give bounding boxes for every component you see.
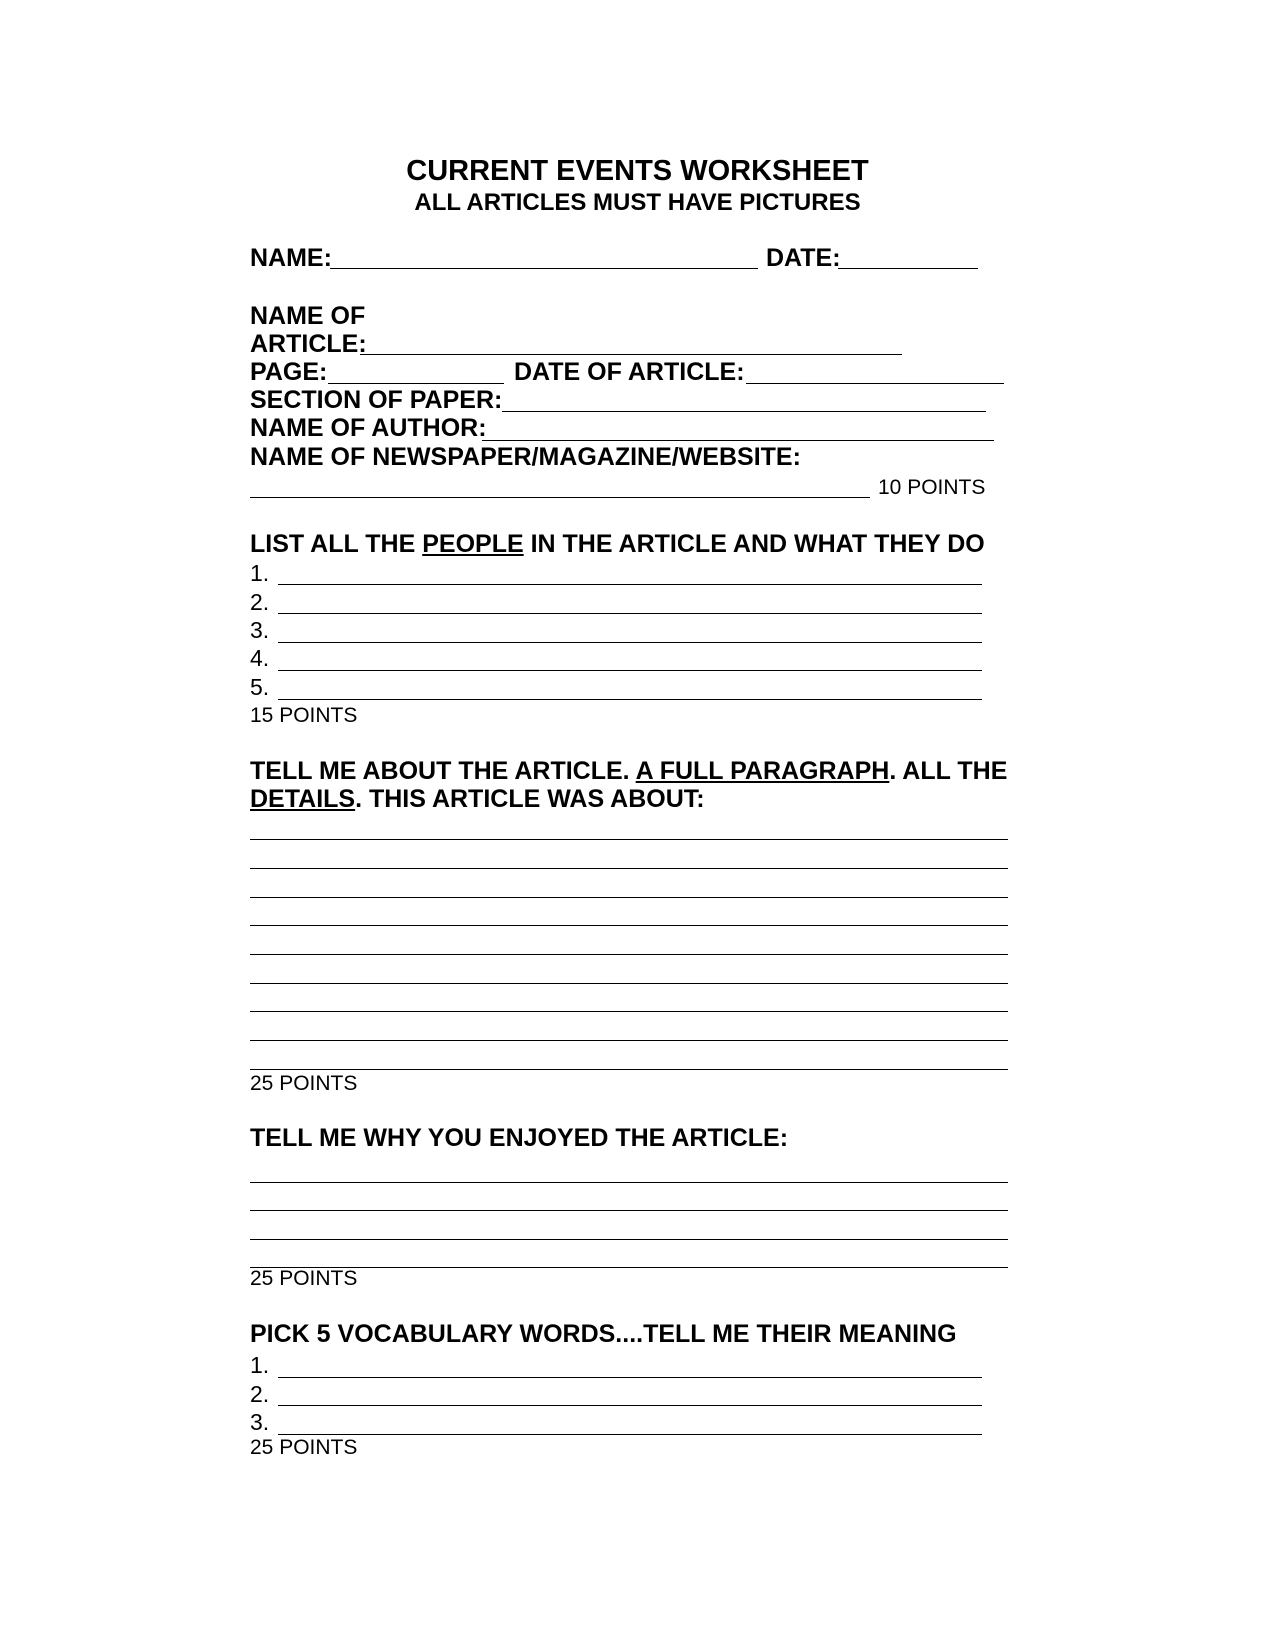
page-label: PAGE:: [250, 358, 328, 386]
summary-prompt-line2: DETAILS. THIS ARTICLE WAS ABOUT:: [250, 785, 705, 813]
people-number-1: 1.: [250, 560, 270, 586]
date-label: DATE:: [766, 244, 841, 272]
name-field[interactable]: [330, 268, 758, 269]
people-number-3: 3.: [250, 617, 270, 643]
people-number-4: 4.: [250, 645, 270, 671]
newspaper-label: NAME OF NEWSPAPER/MAGAZINE/WEBSITE:: [250, 443, 801, 471]
summary-points: 25 POINTS: [250, 1072, 358, 1095]
vocab-number-2: 2.: [250, 1381, 270, 1407]
summary-line-7[interactable]: [250, 1011, 1008, 1012]
enjoy-line-2[interactable]: [250, 1210, 1008, 1211]
worksheet-title: CURRENT EVENTS WORKSHEET: [406, 155, 869, 187]
summary-line-9[interactable]: [250, 1069, 1008, 1070]
info-points: 10 POINTS: [878, 476, 986, 499]
author-field[interactable]: [482, 440, 994, 441]
article-name-field[interactable]: [360, 354, 902, 355]
people-number-2: 2.: [250, 589, 270, 615]
name-label: NAME:: [250, 244, 332, 272]
article-name-label-line1: NAME OF: [250, 302, 366, 330]
author-label: NAME OF AUTHOR:: [250, 414, 487, 442]
summary-line-2[interactable]: [250, 868, 1008, 869]
date-field[interactable]: [838, 268, 978, 269]
people-field-3[interactable]: [278, 642, 982, 643]
vocab-points: 25 POINTS: [250, 1436, 358, 1459]
people-field-5[interactable]: [278, 699, 982, 700]
vocab-field-2[interactable]: [278, 1405, 982, 1406]
summary-line-1[interactable]: [250, 839, 1008, 840]
enjoy-line-3[interactable]: [250, 1239, 1008, 1240]
summary-line-3[interactable]: [250, 897, 1008, 898]
people-field-1[interactable]: [278, 584, 982, 585]
enjoy-prompt: TELL ME WHY YOU ENJOYED THE ARTICLE:: [250, 1124, 789, 1152]
people-points: 15 POINTS: [250, 704, 358, 727]
summary-line-5[interactable]: [250, 954, 1008, 955]
page-field[interactable]: [328, 383, 504, 384]
summary-prompt-line1: TELL ME ABOUT THE ARTICLE. A FULL PARAGRAPH. ALL THE: [250, 757, 1008, 785]
date-of-article-label: DATE OF ARTICLE:: [514, 358, 745, 386]
vocab-field-3[interactable]: [278, 1434, 982, 1435]
enjoy-points: 25 POINTS: [250, 1267, 358, 1290]
summary-line-4[interactable]: [250, 925, 1008, 926]
people-field-2[interactable]: [278, 613, 982, 614]
people-number-5: 5.: [250, 674, 270, 700]
vocab-prompt: PICK 5 VOCABULARY WORDS....TELL ME THEIR MEANING: [250, 1320, 957, 1348]
worksheet-subtitle: ALL ARTICLES MUST HAVE PICTURES: [414, 189, 861, 216]
date-of-article-field[interactable]: [746, 383, 1004, 384]
section-field[interactable]: [502, 411, 986, 412]
vocab-field-1[interactable]: [278, 1377, 982, 1378]
enjoy-line-1[interactable]: [250, 1182, 1008, 1183]
article-name-label-line2: ARTICLE:: [250, 330, 367, 358]
summary-line-6[interactable]: [250, 983, 1008, 984]
people-prompt: LIST ALL THE PEOPLE IN THE ARTICLE AND WHAT THEY DO: [250, 530, 985, 558]
people-field-4[interactable]: [278, 670, 982, 671]
newspaper-field[interactable]: [250, 497, 870, 498]
section-label: SECTION OF PAPER:: [250, 386, 503, 414]
vocab-number-1: 1.: [250, 1352, 270, 1378]
vocab-number-3: 3.: [250, 1409, 270, 1435]
summary-line-8[interactable]: [250, 1040, 1008, 1041]
enjoy-line-4[interactable]: [250, 1267, 1008, 1268]
